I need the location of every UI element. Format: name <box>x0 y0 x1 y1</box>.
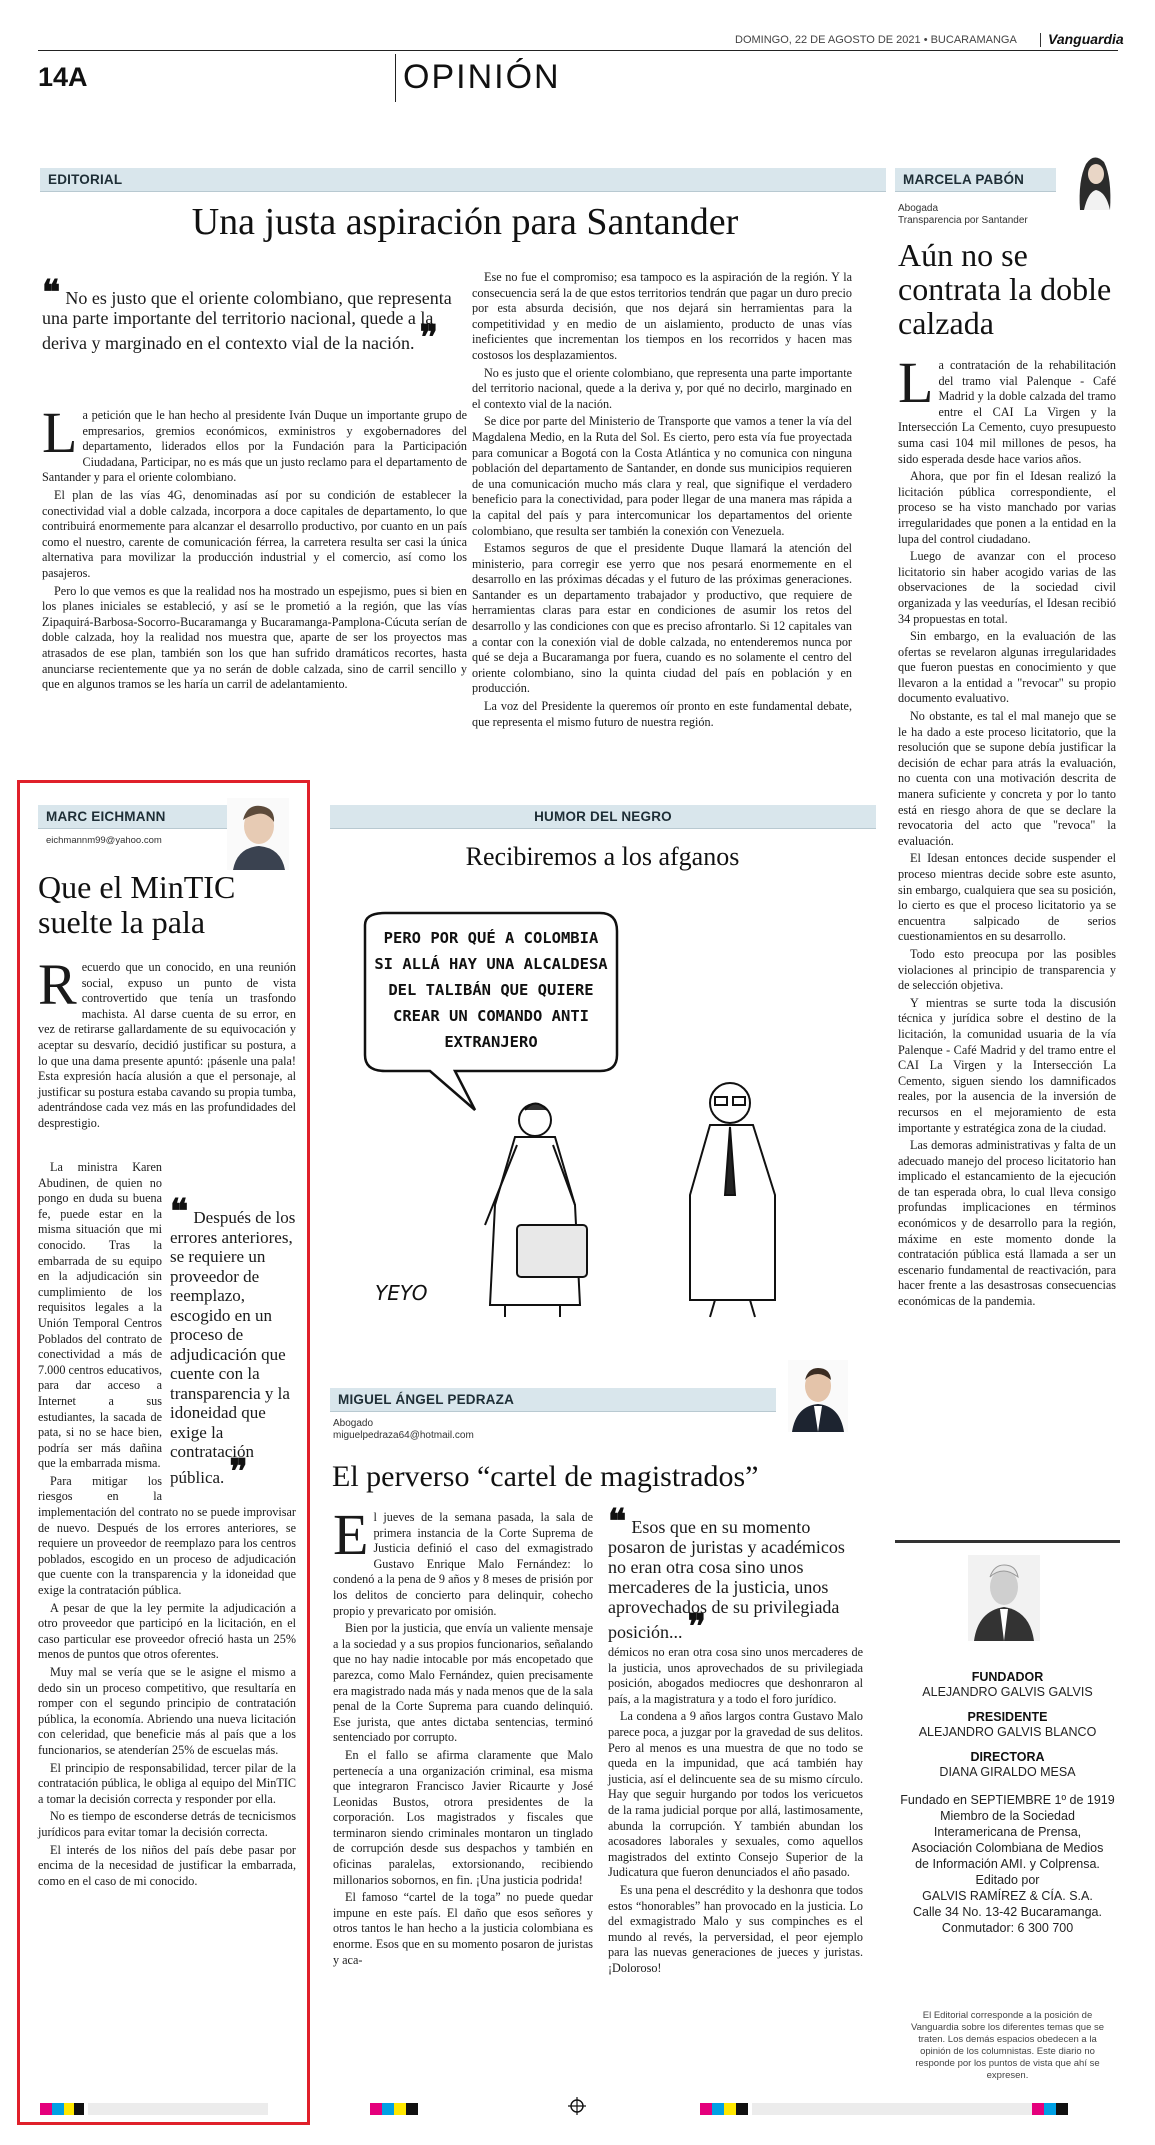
masthead-info: Calle 34 No. 13-42 Bucaramanga. <box>912 1905 1102 1919</box>
masthead-info: Asociación Colombiana de Medios <box>911 1841 1104 1855</box>
pedraza-paragraph: l jueves de la semana pasada, la sala de primera instancia de la Corte Suprema de Justicia definió el caso del exmagistrado Gustavo Enrique Malo Fernández: lo condenó a la pena de 9 años y 8 meses de prisión por los delitos de concierto para delinquir, cohecho propio y prevaricato por omisión. <box>333 1510 593 1618</box>
pabon-role <box>898 203 1028 227</box>
pabon-title: Aún no se contrata la doble calzada <box>898 237 1112 341</box>
eichmann-title <box>38 870 298 940</box>
pabon-dropcap: L <box>898 350 934 415</box>
pedraza-col2 <box>608 1645 863 1978</box>
brand-logo: Vanguardia <box>1048 31 1124 47</box>
page-number: 14A <box>38 62 88 92</box>
editorial-paragraph: Se dice por parte del Ministerio de Transporte que vamos a tener la vía del Magdalena Medio, en la Ruta del Sol. Es cierto, pero esta vía fue proyectada para comunicar a Bogotá con la Costa Atlántica y no comunica con ninguna población del departamento de Santander, en donde sus municipios requieren de una comunicación mucho más clara y real, que signifique el verdadero beneficio para la conectividad, para poder llegar de una manera mas rápida a la capital del país y para intercomunicar los departamentos del oriente colombiano, que resulta ser también la conexión con Venezuela. <box>472 414 852 538</box>
pedraza-paragraph: Bien por la justicia, que envía un valiente mensaje a la sociedad y a sus propios funcionarios, señalando que no hay nadie intocable por más encopetado que parezca, como Malo Fernández, quien precisamente era magistrado nada más y nada menos que de la sala penal de la Corte Suprema para cuando delinquió. Ese jurista, que antes dictaba sentencias, terminó sentenciado por corrupto. <box>333 1621 593 1745</box>
print-color-bar-left <box>40 2100 300 2119</box>
eichmann-paragraph: Muy mal se vería que se le asigne el mismo a dedo sin un proceso competitivo, que resultaría en romper con el segundo principio de contratación pública, la economía. Abriendo una nueva licitación con celeridad, que beneficie más al país que a los funcionarios, se atenderían 25% de escuelas más. <box>38 1665 296 1757</box>
masthead-info: Miembro de la Sociedad <box>940 1809 1075 1823</box>
pedraza-email: miguelpedraza64@hotmail.com <box>333 1430 474 1441</box>
date-line: DOMINGO, 22 DE AGOSTO DE 2021 • BUCARAMANGA <box>735 34 1017 46</box>
eichmann-title-line: suelte la pala <box>38 904 206 940</box>
eichmann-avatar <box>227 798 289 870</box>
editorial-pullquote <box>42 273 452 358</box>
editorial-paragraph: No es justo que el oriente colombiano, que representa una parte importante del territorio nacional, quede a la deriva y, por qué no decirlo, marginado en el contexto vial de la nación. <box>472 365 852 411</box>
eichmann-paragraph: No es tiempo de esconderse detrás de tecnicismos jurídicos para evitar tomar la decisión correcta. <box>38 1809 296 1839</box>
pedraza-role-line: Abogado <box>333 1418 374 1429</box>
masthead-info: Conmutador: 6 300 700 <box>941 1921 1074 1935</box>
bubble-line: EXTRANJERO <box>444 1033 538 1051</box>
pabon-paragraph: Luego de avanzar con el proceso licitatorio sin haber acogido varias de las observaciones de la sociedad civil organizada y las veedurías, el Idesan recibió 34 propuestas en total. <box>898 549 1116 626</box>
pedraza-paragraph: Es una pena el descrédito y la deshonra que todos estos “honorables” han provocado en la justicia. Lo del exmagistrado Malo y sus compinches es el mundo al revés, la perversidad, el peor ejemplo para las nuevas generaciones de jueces y juristas. ¡Doloroso! <box>608 1882 863 1975</box>
editorial-dropcap: L <box>42 400 78 465</box>
eichmann-title-line: Que el MinTIC <box>38 869 236 905</box>
eichmann-body-narrow <box>38 1160 296 1891</box>
masthead-info: Fundado en SEPTIEMBRE 1º de 1919 <box>900 1793 1115 1807</box>
pabon-role-line: Abogada <box>898 203 939 214</box>
close-quote-icon: ❞ <box>229 1451 248 1492</box>
pabon-paragraph: Ahora, que por fin el Idesan realizó la licitación pública correspondiente, el proceso se ha visto manchado por varias irregularidades que ponen a la entidad en la lupa del control ciudadano. <box>898 469 1116 546</box>
masthead-title: DIRECTORA <box>970 1750 1045 1764</box>
editorial-title: Una justa aspiración para Santander <box>191 201 739 243</box>
masthead-title: PRESIDENTE <box>967 1710 1048 1724</box>
pabon-body <box>898 350 1116 1312</box>
bubble-line: SI ALLÁ HAY UNA ALCALDESA <box>374 955 608 973</box>
pabon-paragraph: Sin embargo, en la evaluación de las ofertas se revelaron algunas irregularidades que fueron puestas en conocimiento y que llevaron a la entidad a "revocar" su propio documento evaluativo. <box>898 629 1116 706</box>
pabon-avatar <box>1070 150 1118 210</box>
editorial-col1 <box>42 400 467 695</box>
eichmann-label: MARC EICHMANN <box>38 805 229 829</box>
editorial-paragraph: Estamos seguros de que el presidente Duque llamará la atención del ministerio, para corregir ese yerro que nos pesará enormemente en el desarrollo en las próximas décadas y el futuro de las próximas generaciones. Santander es un departamento trabajador y productivo, que requiere de herramientas claras para estar en condiciones de asumir los retos del desarrollo y las condiciones con que es preciso afrontarlo. Si 12 capitales van a contar con la conexión vial de doble calzada, no entenderemos nunca por qué se deja a Bucaramanga por fuera, cuando es no solamente el centro del oriente colombiano, sino la quinta ciudad del país en población y en producción. <box>472 541 852 696</box>
pedraza-paragraph: démicos no eran otra cosa sino unos mercaderes de la justicia, unos aprovechados de su privilegiada posición, abogados mediocres que deshonraron al país, a la magistratura y a todo el foro jurídico. <box>608 1645 863 1706</box>
pabon-paragraph: Todo esto preocupa por las posibles violaciones al principio de transparencia y de selección objetiva. <box>898 946 1116 993</box>
close-quote-icon: ❞ <box>687 1607 706 1647</box>
pedraza-pullquote <box>608 1502 863 1647</box>
figure-left <box>485 1104 587 1318</box>
pabon-paragraph: No obstante, es tal el mal manejo que se le ha dado a este proceso licitatorio, que la resolución que se supone debía justificar la decisión de echar para atrás la evaluación, no cuenta con una motivación descrita de manera suficiente y concreta y por lo tanto está en riesgo ahora de que se declare la revocatoria del acto que "revoca" la evaluación. <box>898 709 1116 848</box>
close-quote-icon: ❞ <box>419 318 438 358</box>
eichmann-paragraph: ecuerdo que un conocido, en una reunión social, expuso un punto de vista controvertido que tenía un trasfondo machista. Al darse cuenta de su error, en vez de retirarse gallardamente de su equivocación y aceptar su desvarío, decidió justificar su postura, a lo que una dama presente apuntó: ¡pásenle una pala! Esta expresión hacía alusión a que el personaje, al justificar su postura estaba cavando su propia tumba, adentrándose cada vez más en las profundidades del desprestigio. <box>38 960 296 1130</box>
editorial-paragraph: Pero lo que vemos es que la realidad nos ha mostrado un espejismo, pues si bien en los planes iniciales se estableció, y así se le prometió a la región, que las vías Zipaquirá-Barbosa-Socorro-Bucaramanga y Bucaramanga-Pamplona-Cúcuta serían de doble calzada, hoy la realidad nos muestra que, aparte de ser los proyectos mas atrasados de ese plan, también son los que han sufrido dramáticos recortes, hasta anunciarse recientemente que ya no serán de doble calzada, sino de carril sencillo y que en algunos tramos se les haría un carril de adelantamiento. <box>42 583 467 692</box>
pedraza-paragraph: El famoso “cartel de la toga” no puede quedar impune en este país. El daño que esos señores y otros tantos le han hecho a la justicia colombiana es enorme. Esos que en su momento posaron de juristas y aca- <box>333 1890 593 1967</box>
eichmann-pullquote-text: Después de los errores anteriores, se requiere un proveedor de reemplazo, escogido en un proceso de adjudicación que cuente con la transparencia y la idoneidad que exige la contratación pública. <box>170 1208 296 1487</box>
masthead <box>895 1660 1120 1936</box>
top-rule <box>38 50 1118 51</box>
section-title: OPINIÓN <box>403 58 561 96</box>
pabon-role-line: Transparencia por Santander <box>898 215 1028 226</box>
open-quote-icon: ❝ <box>170 1192 189 1232</box>
masthead-rule <box>895 1540 1120 1543</box>
editorial-paragraph: La voz del Presidente la queremos oír pronto en este fundamental debate, que representa el mismo futuro de nuestra región. <box>472 699 852 729</box>
cartoon <box>345 905 860 1325</box>
pedraza-dropcap: E <box>333 1502 369 1567</box>
editorial-col2 <box>472 270 852 732</box>
pedraza-title: El perverso “cartel de magistrados” <box>332 1460 759 1493</box>
eichmann-paragraph: El principio de responsabilidad, tercer pilar de la contratación pública, le obliga al equipo del MinTIC a tomar la decisión correcta y responder por ella. <box>38 1760 296 1806</box>
figure-right <box>690 1083 775 1317</box>
editorial-paragraph: a petición que le han hecho al presidente Iván Duque un importante grupo de empresarios, gremios económicos, exministros y exgobernadores del departamento, liderados ellos por la Fundación para la Participación Ciudadana, Participar, no es más que un justo reclamo para el departamento de Santander y para el oriente colombiano. <box>42 408 467 485</box>
pabon-label: MARCELA PABÓN <box>895 168 1056 192</box>
humor-label: HUMOR DEL NEGRO <box>330 805 876 829</box>
eichmann-pullquote <box>170 1192 296 1492</box>
eichmann-body-top <box>38 952 296 1134</box>
pabon-paragraph: Y mientras se surte toda la discusión técnica y jurídica sobre el destino de la licitación, la comunidad usuaria de la vía Palenque - Café Madrid y del tramo entre el CAI La Virgen y la Intersección La Cemento, siguen siendo los damnificados reales, por la ausencia de la inversión de recursos en el mejoramiento de esta importante y estratégica zona de la ciudad. <box>898 995 1116 1135</box>
masthead-info: Editado por <box>975 1873 1040 1887</box>
bubble-line: CREAR UN COMANDO ANTI <box>393 1007 589 1025</box>
eichmann-paragraph: Para mitigar los riesgos en la implementación del contrato no se puede improvisar de nuevo. Después de los errores anteriores, se requiere un proveedor de reemplazo para los centros poblados, escogido en un proceso de adjudicación que cuente con la transparencia y la idoneidad que exige la contratación pública. <box>38 1473 296 1598</box>
masthead-disclaimer: El Editorial corresponde a la posición de Vanguardia sobre los diferentes temas que se traten. Los demás espacios obedecen a la opinión de los columnistas. Este diario no responde por los puntos de vista que ahí se expresen. <box>910 2010 1105 2081</box>
masthead-info: GALVIS RAMÍREZ & CÍA. S.A. <box>922 1889 1093 1903</box>
pedraza-paragraph: En el fallo se afirma claramente que Malo pertenecía a una organización criminal, esa misma que integraron Francisco Javier Ricaurte y José Leonidas Bustos, otrora presidentes de la corporación. Los magistrados y fiscales que terminaron siendo criminales montaron un tinglado de corrupción desde sus despachos y también en oficinas paralelas, extorsionando, recibiendo millonarios sobornos, en fin. ¡Una justicia podrida! <box>333 1747 593 1887</box>
masthead-title: FUNDADOR <box>971 1670 1044 1684</box>
masthead-name: DIANA GIRALDO MESA <box>939 1765 1076 1779</box>
editorial-label: EDITORIAL <box>40 168 886 192</box>
bubble-line: DEL TALIBÁN QUE QUIERE <box>388 981 594 999</box>
pabon-paragraph: El Idesan entonces decide suspender el proceso mientras decide sobre este asunto, sin embargo, cualquiera que sea su posición, lo cierto es que el proceso licitatorio ya se encuentra salpicado de serios cuestionamientos en su desarrollo. <box>898 851 1116 944</box>
pedraza-col1 <box>333 1502 593 1970</box>
pedraza-avatar <box>788 1360 848 1432</box>
print-color-bar-right <box>700 2100 1120 2119</box>
masthead-info: de Información AMI. y Colprensa. <box>915 1857 1100 1871</box>
pedraza-role <box>333 1418 474 1442</box>
eichmann-email: eichmannm99@yahoo.com <box>46 835 162 846</box>
header-separator <box>1040 33 1041 47</box>
masthead-name: ALEJANDRO GALVIS GALVIS <box>922 1685 1093 1699</box>
pedraza-pullquote-text: Esos que en su momento posaron de juristas y académicos no eran otra cosa sino unos mercaderes de la justicia, unos aprovechados de su privilegiada posición... <box>608 1517 845 1642</box>
pabon-paragraph: a contratación de la rehabilitación del tramo vial Palenque - Café Madrid y la doble calzada del tramo entre el CAI La Virgen y la Intersección La Cemento, cuyo presupuesto suma casi 104 mil millones de pesos, ha sido esperada desde hace varios años. <box>898 358 1116 466</box>
masthead-name: ALEJANDRO GALVIS BLANCO <box>918 1725 1097 1739</box>
registration-mark-icon <box>568 2097 586 2115</box>
eichmann-paragraph: A pesar de que la ley permite la adjudicación a otro proveedor que participó en la licitación, en el caso particular ese proveedor ofreció hasta un 25% menos de puntos que otros oferentes. <box>38 1600 296 1662</box>
eichmann-dropcap: R <box>38 952 77 1017</box>
editorial-paragraph: Ese no fue el compromiso; esa tampoco es la aspiración de la región. Y la consecuencia será la de que estos territorios tendrán que pagar un duro precio por esta absurda decisión, que nos dejará sin herramientas para la competitividad y en medio de un aislamiento, producto de unas vías ineficientes que incrementan los tiempos en los recorridos y hacen mas costosos los desplazamientos. <box>472 270 852 362</box>
humor-title: Recibiremos a los afganos <box>465 842 740 871</box>
cartoon-signature: YEYO <box>375 1281 428 1305</box>
pabon-paragraph: Las demoras administrativas y falta de un adecuado manejo del proceso licitatorio han implicado el estancamiento de la ejecución de tan esperada obra, lo cual lleva consigo profundas implicaciones en términos económicos y de desarrollo para la región, máxime en este momento donde la contratación pública está llamada a ser un escenario fundamental de reactivación, para hacer frente a las desastrosas consecuencias económicas de la pandemia. <box>898 1138 1116 1309</box>
open-quote-icon: ❝ <box>608 1502 627 1542</box>
founder-portrait <box>968 1555 1040 1641</box>
eichmann-paragraph: La ministra Karen Abudinen, de quien no pongo en duda su buena fe, puede estar en la misma situación que mi conocido. Tras la embarrada de su equipo en la adjudicación sin cumplimiento de los requisitos legales a la Unión Temporal Centros Poblados del contrato de conectividad a más de 7.000 centros educativos, para dar acceso a Internet a sus estudiantes, la sacada de pata, si no se hace bien, podría ser más dañina que la embarrada misma. <box>38 1160 162 1471</box>
editorial-paragraph: El plan de las vías 4G, denominadas así por su condición de establecer la conectividad vial a doble calzada, incorpora a doce capitales de departamento, lo que contribuirá enormemente para alcanzar el desarrollo productivo, por cuanto en un país como el nuestro, carente de comunicación férrea, la carretera resulta ser casi la única alternativa para movilizar la producción industrial y el comercio, así como los pasajeros. <box>42 487 467 580</box>
bubble-line: PERO POR QUÉ A COLOMBIA <box>383 929 599 947</box>
open-quote-icon: ❝ <box>42 273 61 313</box>
masthead-info: Interamericana de Prensa, <box>933 1825 1082 1839</box>
editorial-pullquote-text: No es justo que el oriente colombiano, que representa una parte importante del territorio nacional, quede a la deriva y marginado en el contexto vial de la nación. <box>42 288 452 353</box>
pedraza-paragraph: La condena a 9 años largos contra Gustavo Malo parece poca, a juzgar por la gravedad de sus delitos. Pero al menos es una muestra de que no todo se queda en la impunidad, que acá también hay justicia, así el delincuente sea de su mismo círculo. Hay que seguir hurgando por todos los vericuetos de la rama judicial porque por allá, lastimosamente, abunda la corrupción. Y también abundan los acosadores laborales y sexuales, como aquellos magistrados del extinto Consejo Superior de la Judicatura que fueron denunciados el año pasado. <box>608 1709 863 1880</box>
section-divider <box>395 54 396 102</box>
pedraza-label: MIGUEL ÁNGEL PEDRAZA <box>330 1388 776 1412</box>
print-color-bar-center <box>370 2100 570 2119</box>
eichmann-paragraph: El interés de los niños del país debe pasar por encima de la necesidad de justificar la embarrada, como en el caso de mi conocido. <box>38 1842 296 1888</box>
